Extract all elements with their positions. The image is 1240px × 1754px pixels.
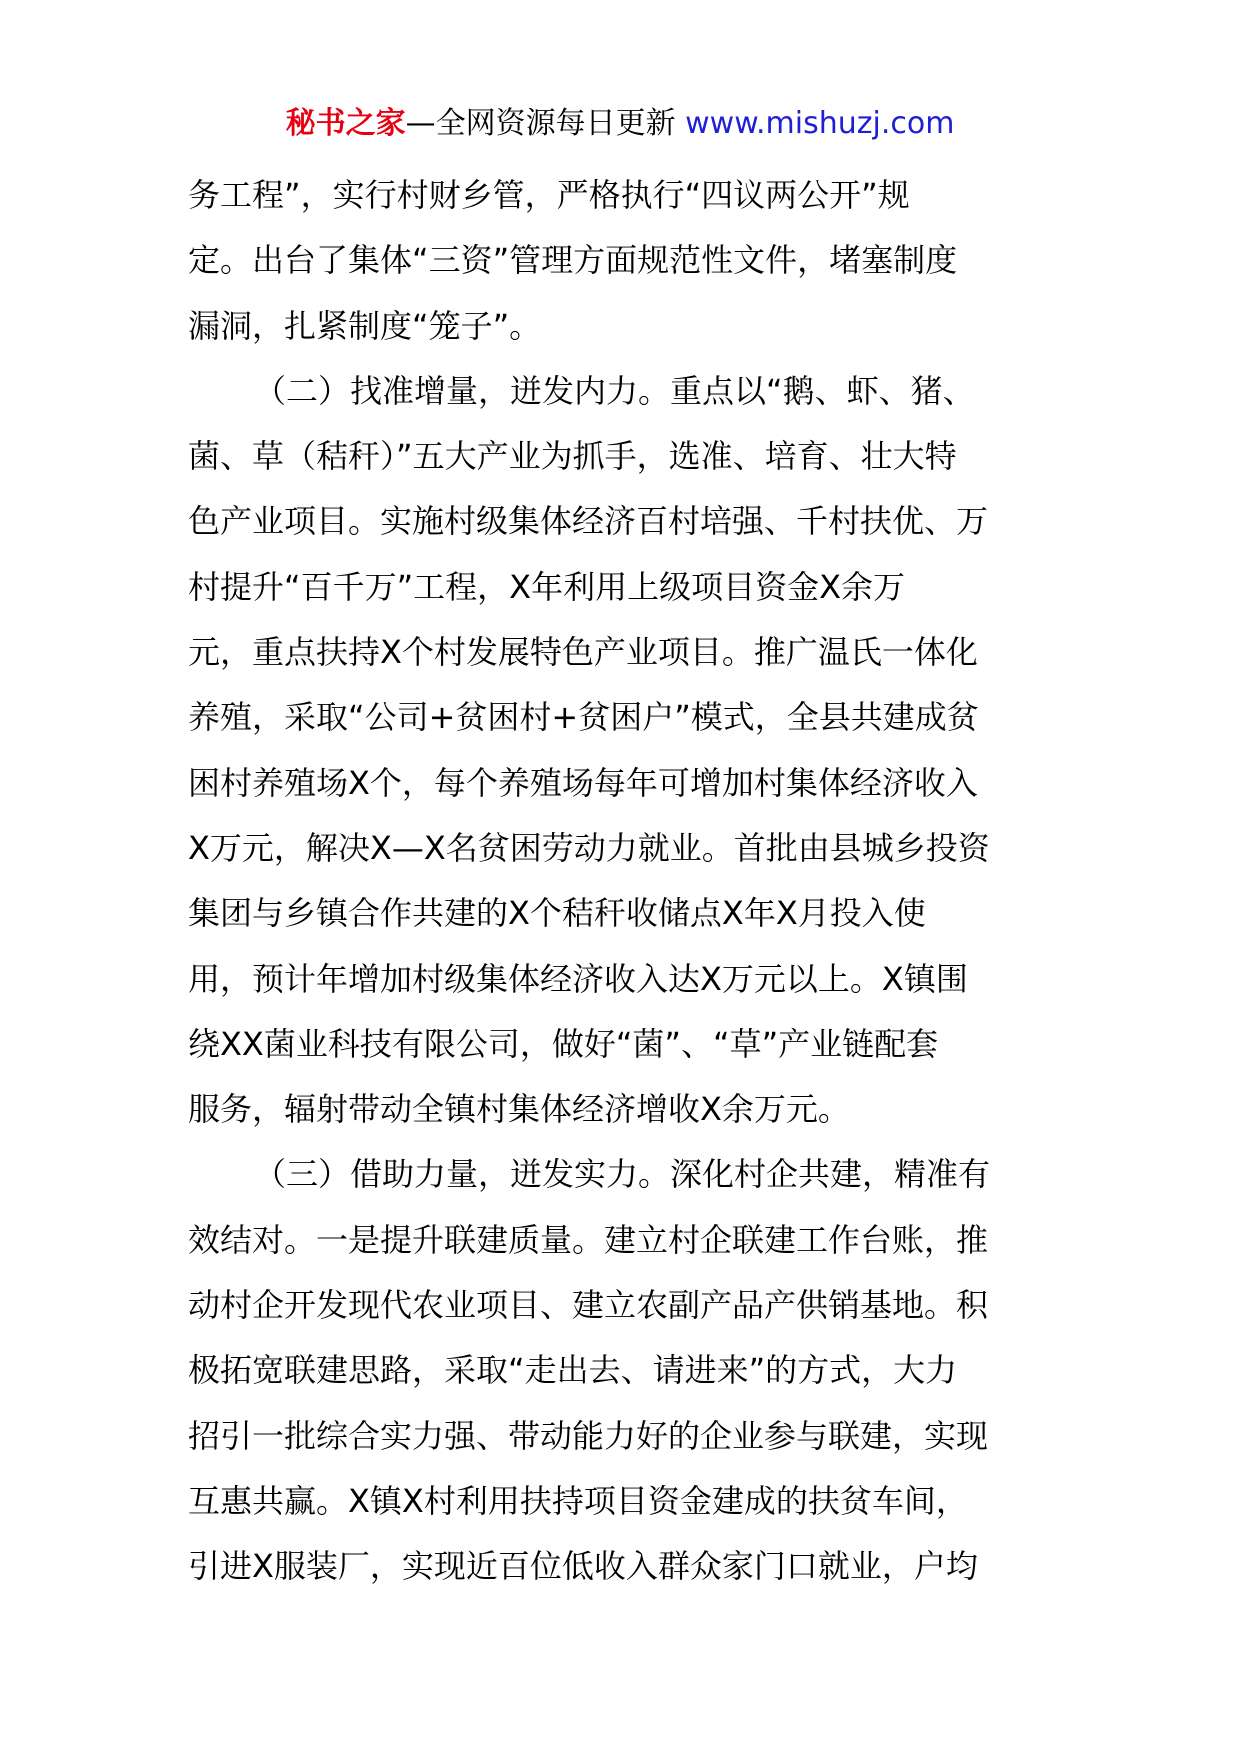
paragraph-start-line: （三）借助力量，迸发实力。深化村企共建，精准有 bbox=[254, 1155, 991, 1194]
document-body bbox=[188, 163, 1056, 1600]
text-line: 效结对。一是提升联建质量。建立村企联建工作台账，推 bbox=[188, 1220, 989, 1259]
text-line: X万元，解决X—X名贫困劳动力就业。首批由县城乡投资 bbox=[188, 828, 990, 867]
text-line: 动村企开发现代农业项目、建立农副产品产供销基地。积 bbox=[188, 1286, 989, 1325]
text-line: 漏洞，扎紧制度“笼子”。 bbox=[188, 306, 542, 345]
text-line: 菌、草（秸秆）”五大产业为抓手，选准、培育、壮大特 bbox=[188, 437, 957, 476]
text-line: 互惠共赢。X镇X村利用扶持项目资金建成的扶贫车间， bbox=[188, 1481, 968, 1520]
text-line: 招引一批综合实力强、带动能力好的企业参与联建，实现 bbox=[188, 1416, 989, 1455]
text-line: 村提升“百千万”工程，X年利用上级项目资金X余万 bbox=[188, 567, 906, 606]
paragraph-start-line: （二）找准增量，迸发内力。重点以“鹅、虾、猪、 bbox=[254, 371, 975, 410]
text-line: 用，预计年增加村级集体经济收入达X万元以上。X镇围 bbox=[188, 959, 968, 998]
text-line: 绕XX菌业科技有限公司，做好“菌”、“草”产业链配套 bbox=[188, 1024, 939, 1063]
header-site-link[interactable]: www.mishuzj.com bbox=[685, 106, 955, 141]
text-line: 集团与乡镇合作共建的X个秸秆收储点X年X月投入使 bbox=[188, 894, 926, 933]
text-line: 定。出台了集体“三资”管理方面规范性文件，堵塞制度 bbox=[188, 241, 958, 280]
text-line: 引进X服装厂，实现近百位低收入群众家门口就业，户均 bbox=[188, 1547, 978, 1586]
text-line: 养殖，采取“公司+贫困村+贫困户”模式，全县共建成贫 bbox=[188, 698, 979, 737]
header-tagline: —全网资源每日更新 bbox=[405, 106, 676, 141]
text-line: 色产业项目。实施村级集体经济百村培强、千村扶优、万 bbox=[188, 502, 989, 541]
text-line: 服务，辐射带动全镇村集体经济增收X余万元。 bbox=[188, 1090, 850, 1129]
page-header bbox=[0, 100, 1240, 148]
text-line: 极拓宽联建思路，采取“走出去、请进来”的方式，大力 bbox=[188, 1351, 958, 1390]
text-line: 元，重点扶持X个村发展特色产业项目。推广温氏一体化 bbox=[188, 633, 978, 672]
text-line: 务工程”，实行村财乡管，严格执行“四议两公开”规 bbox=[188, 176, 910, 214]
header-brand: 秘书之家 bbox=[285, 106, 406, 141]
text-line: 困村养殖场X个，每个养殖场每年可增加村集体经济收入 bbox=[188, 763, 978, 802]
